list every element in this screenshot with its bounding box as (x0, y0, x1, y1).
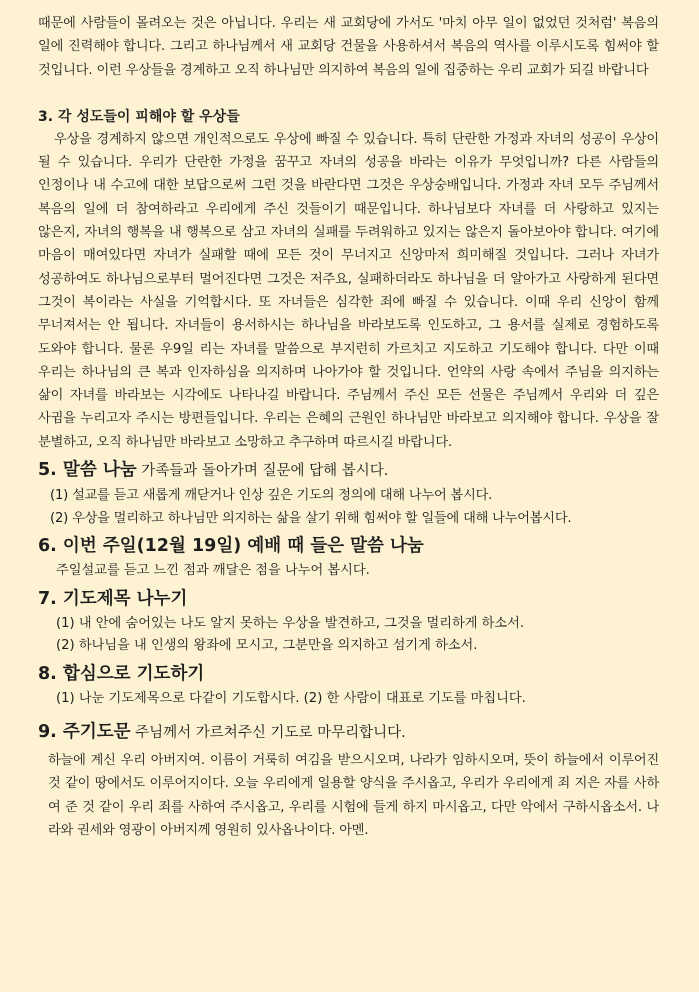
section-3-body: 우상을 경계하지 않으면 개인적으로도 우상에 빠질 수 있습니다. 특히 단란한 가정과 자녀의 성공이 우상이 될 수 있습니다. 우리가 단란한 가정을 꿈꾸고 자녀의 성공을 바라는 이유가 무엇입니까? 다른 사람들의 인정이나 내 수고에 대한 보답으로써 그런 것을 바란다면 그것은 우상숭배입니다. 가정과 자녀 모두 주님께서 복음의 일에 더 참여하라고 우리에게 주신 것들이기 때문입니다. 하나님보다 자녀를 더 사랑하고 있지는 않은지, 자녀의 행복을 내 행복으로 삼고 자녀의 실패를 두려워하고 있지는 않은지 돌아보아야 합니다. 여기에 마음이 매여있다면 자녀가 실패할 때에 모든 것이 무너지고 신앙마저 희미해질 것입니다. 그러나 자녀가 성공하여도 하나님으로부터 멀어진다면 그것은 저주요, 실패하더라도 하나님을 더 알아가고 사랑하게 된다면 그것이 복이라는 사실을 기억합시다. 또 자녀들은 심각한 죄에 빠질 수 있습니다. 이때 우리 신앙이 함께 무너져서는 안 됩니다. 자녀들이 용서하시는 하나님을 바라보도록 인도하고, 그 용서를 실제로 경험하도록 도와야 합니다. 물론 우9일 리는 자녀를 말씀으로 부지런히 가르치고 지도하고 기도해야 합니다. 다만 이때 우리는 하나님의 큰 복과 인자하심을 의지하며 나아가야 할 것입니다. 언약의 사랑 속에서 주님을 의지하는 삶이 자녀를 바라보는 시각에도 나타나길 바랍니다. 주님께서 주신 모든 선물은 주님께서 우리와 더 깊은 사귐을 누리고자 주시는 방편들입니다. 우리는 은혜의 근원인 하나님만 바라보고 의지해야 합니다. 우상을 잘 분별하고, 오직 하나님만 바라보고 소망하고 추구하며 따르시길 바랍니다. (38, 131, 659, 450)
section-5-item-1: (1) 설교를 듣고 새롭게 깨닫거나 인상 깊은 기도의 정의에 대해 나누어 봅시다. (50, 488, 493, 504)
section-7-item-2: (2) 하나님을 내 인생의 왕좌에 모시고, 그분만을 의지하고 섬기게 하소서. (56, 638, 478, 654)
section-5-title: 5. 말씀 나눔 (38, 460, 137, 481)
section-6-heading (38, 532, 659, 560)
section-9-heading (38, 718, 659, 747)
section-7-title: 7. 기도제목 나누기 (38, 588, 188, 609)
section-8-title: 8. 합심으로 기도하기 (38, 663, 205, 684)
section-5-heading (38, 456, 659, 485)
section-8-text: (1) 나눈 기도제목으로 다같이 기도합시다. (2) 한 사람이 대표로 기도를 마칩니다. (56, 690, 526, 706)
section-5-description: 가족들과 돌아가며 질문에 답해 봅시다. (136, 463, 389, 480)
section-9-title: 9. 주기도문 (38, 722, 131, 743)
section-9-description: 주님께서 가르쳐주신 기도로 마무리합니다. (130, 725, 406, 742)
section-7-heading (38, 585, 659, 613)
section-3-heading: 3. 각 성도들이 피해야 할 우상들 (38, 108, 240, 125)
section-6-text: 주일설교를 듣고 느낀 점과 깨달은 점을 나누어 봅시다. (56, 563, 370, 579)
section-8-heading (38, 660, 659, 688)
section-6-title: 6. 이번 주일(12월 19일) 예배 때 들은 말씀 나눔 (38, 536, 424, 557)
section-5-item-2: (2) 우상을 멀리하고 하나님만 의지하는 삶을 살기 위해 힘써야 할 일들에 대해 나누어봅시다. (50, 510, 572, 526)
section-7-item-1: (1) 내 안에 숨어있는 나도 알지 못하는 우상을 발견하고, 그것을 멀리하게 하소서. (56, 615, 525, 631)
intro-paragraph: 때문에 사람들이 몰려오는 것은 아닙니다. 우리는 새 교회당에 가서도 '마치 아무 일이 없었던 것처럼' 복음의 일에 진력해야 합니다. 그리고 하나님께서 새 교회당 건물을 사용하셔서 복음의 역사를 이루시도록 힘써야 할 것입니다. 이런 우상들을 경계하고 오직 하나님만 의지하여 복음의 일에 집중하는 우리 교회가 되길 바랍니다 (38, 16, 659, 78)
lords-prayer-text: 하늘에 계신 우리 아버지여. 이름이 거룩히 여김을 받으시오며, 나라가 임하시오며, 뜻이 하늘에서 이루어진 것 같이 땅에서도 이루어지이다. 오늘 우리에게 일용할 양식을 주시옵고, 우리가 우리에게 죄 지은 자를 사하여 준 것 같이 우리 죄를 사하여 주시옵고, 우리를 시험에 들게 하지 마시옵고, 다만 악에서 구하시옵소서. 나라와 권세와 영광이 아버지께 영원히 있사옵나이다. 아멘. (48, 753, 659, 838)
